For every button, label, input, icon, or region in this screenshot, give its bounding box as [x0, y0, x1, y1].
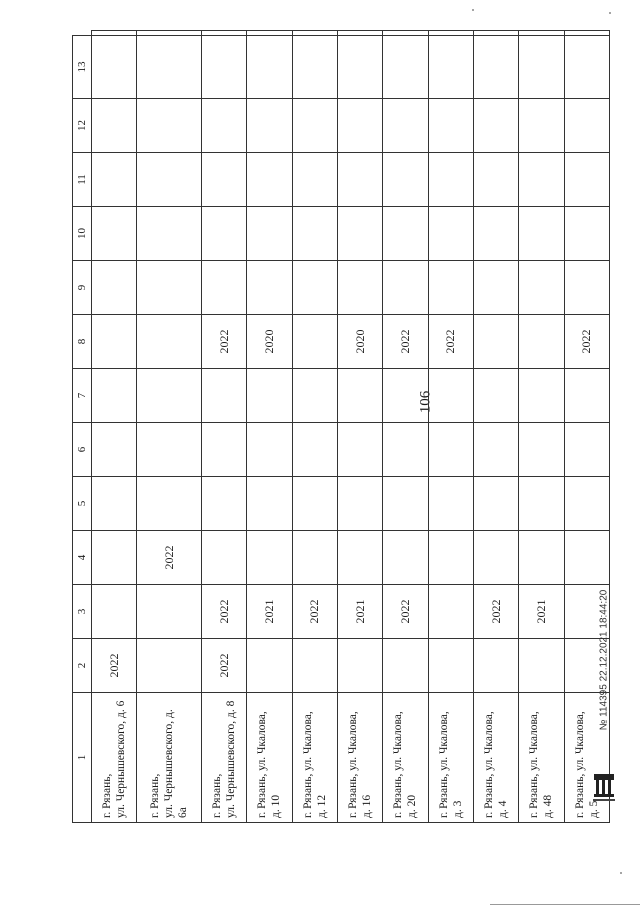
- year-cell: [201, 99, 246, 153]
- year-cell: [428, 423, 473, 477]
- year-cell: [473, 531, 518, 585]
- year-cell: [137, 153, 202, 207]
- year-cell: 2022: [383, 585, 428, 639]
- year-cell: [201, 36, 246, 99]
- year-cell: [292, 477, 337, 531]
- address-cell: [473, 693, 518, 823]
- column-header: 5: [73, 477, 92, 531]
- address-line: ул. Чернышевского, д. 8: [225, 700, 238, 818]
- year-cell: [137, 315, 202, 369]
- address-line: д. 3: [451, 800, 464, 818]
- column-header: 13: [73, 36, 92, 99]
- column-header: 9: [73, 261, 92, 315]
- address-line: г. Рязань, ул. Чкалова,: [301, 711, 314, 818]
- year-cell: [519, 639, 564, 693]
- year-cell: 2021: [247, 585, 292, 639]
- year-cell: [383, 639, 428, 693]
- table-row: [247, 31, 292, 823]
- year-cell: [428, 639, 473, 693]
- year-cell: 2021: [519, 585, 564, 639]
- table-row: [519, 31, 564, 823]
- year-cell: [201, 369, 246, 423]
- year-cell: [137, 639, 202, 693]
- year-cell: [137, 261, 202, 315]
- year-cell: [428, 531, 473, 585]
- year-cell: [292, 207, 337, 261]
- table-container: [72, 30, 610, 823]
- year-cell: [247, 207, 292, 261]
- year-cell: 2020: [247, 315, 292, 369]
- address-cell: [337, 693, 382, 823]
- year-cell: [519, 261, 564, 315]
- address-line: г. Рязань, ул. Чкалова,: [392, 711, 405, 818]
- address-cell: [137, 693, 202, 823]
- year-cell: 2022: [292, 585, 337, 639]
- year-cell: [564, 36, 609, 99]
- address-line: д. 4: [497, 800, 510, 818]
- year-cell: [247, 423, 292, 477]
- year-cell: [247, 477, 292, 531]
- year-cell: [292, 639, 337, 693]
- year-cell: [292, 31, 337, 36]
- year-cell: [383, 36, 428, 99]
- year-cell: 2022: [201, 585, 246, 639]
- column-header: 4: [73, 531, 92, 585]
- year-cell: 2022: [92, 639, 137, 693]
- address-cell: [92, 693, 137, 823]
- year-cell: [383, 207, 428, 261]
- year-cell: [92, 531, 137, 585]
- table-row: [428, 31, 473, 823]
- year-cell: [337, 477, 382, 531]
- year-cell: 2022: [137, 531, 202, 585]
- year-cell: [137, 31, 202, 36]
- year-cell: [473, 423, 518, 477]
- address-line: г. Рязань,: [149, 773, 162, 818]
- year-cell: [428, 99, 473, 153]
- year-cell: [92, 369, 137, 423]
- year-cell: [473, 369, 518, 423]
- year-cell: [383, 261, 428, 315]
- year-cell: [337, 31, 382, 36]
- scan-speck: [472, 9, 474, 11]
- year-cell: [428, 153, 473, 207]
- year-cell: 2021: [337, 585, 382, 639]
- year-cell: [292, 153, 337, 207]
- year-cell: [137, 207, 202, 261]
- document-logo-icon: [592, 770, 616, 804]
- year-cell: 2022: [564, 315, 609, 369]
- year-cell: [247, 99, 292, 153]
- address-line: г. Рязань, ул. Чкалова,: [437, 711, 450, 818]
- address-line: г. Рязань,: [101, 773, 114, 818]
- year-cell: [337, 207, 382, 261]
- year-cell: [473, 36, 518, 99]
- year-cell: [473, 477, 518, 531]
- year-cell: [519, 531, 564, 585]
- year-cell: [564, 207, 609, 261]
- year-cell: 2022: [473, 585, 518, 639]
- table-row: [473, 31, 518, 823]
- year-cell: [473, 99, 518, 153]
- scan-speck: [609, 12, 611, 14]
- address-cell: [519, 693, 564, 823]
- table-row: [201, 31, 246, 823]
- column-header: 6: [73, 423, 92, 477]
- year-cell: [564, 99, 609, 153]
- year-cell: [473, 261, 518, 315]
- address-cell: [201, 693, 246, 823]
- year-cell: [337, 99, 382, 153]
- year-cell: [137, 477, 202, 531]
- year-cell: [92, 477, 137, 531]
- address-line: г. Рязань, ул. Чкалова,: [528, 711, 541, 818]
- year-cell: [201, 531, 246, 585]
- year-cell: [564, 477, 609, 531]
- year-cell: [137, 423, 202, 477]
- column-header: 3: [73, 585, 92, 639]
- column-header: 10: [73, 207, 92, 261]
- year-cell: [519, 99, 564, 153]
- year-cell: [519, 315, 564, 369]
- column-header: 11: [73, 153, 92, 207]
- year-cell: [292, 261, 337, 315]
- year-cell: [428, 477, 473, 531]
- year-cell: [92, 261, 137, 315]
- year-cell: [201, 261, 246, 315]
- year-cell: [519, 477, 564, 531]
- year-cell: [428, 207, 473, 261]
- year-cell: [292, 99, 337, 153]
- year-cell: [201, 31, 246, 36]
- address-cell: [428, 693, 473, 823]
- year-cell: [383, 153, 428, 207]
- year-cell: [137, 99, 202, 153]
- year-cell: 2022: [428, 315, 473, 369]
- year-cell: [564, 423, 609, 477]
- address-line: г. Рязань,: [211, 773, 224, 818]
- data-table: [72, 30, 610, 823]
- column-header: 7: [73, 369, 92, 423]
- address-line: г. Рязань, ул. Чкалова,: [347, 711, 360, 818]
- year-cell: [564, 369, 609, 423]
- year-cell: [383, 477, 428, 531]
- year-cell: [92, 36, 137, 99]
- year-cell: [337, 369, 382, 423]
- year-cell: [428, 369, 473, 423]
- year-cell: [247, 531, 292, 585]
- year-cell: [137, 36, 202, 99]
- column-header: 12: [73, 99, 92, 153]
- year-cell: [519, 369, 564, 423]
- year-cell: [473, 315, 518, 369]
- year-cell: [428, 31, 473, 36]
- year-cell: [337, 153, 382, 207]
- year-cell: [92, 315, 137, 369]
- year-cell: [247, 31, 292, 36]
- year-cell: 2022: [383, 315, 428, 369]
- column-header: 8: [73, 315, 92, 369]
- address-line: д. 5: [587, 800, 600, 818]
- header-row: [73, 31, 92, 823]
- year-cell: [247, 153, 292, 207]
- address-line: ул. Чернышевского, д. 6: [115, 700, 128, 818]
- year-cell: [473, 639, 518, 693]
- year-cell: [137, 585, 202, 639]
- year-cell: [383, 31, 428, 36]
- year-cell: [519, 423, 564, 477]
- address-line: д. 12: [315, 794, 328, 818]
- address-line: г. Рязань, ул. Чкалова,: [573, 711, 586, 818]
- year-cell: [337, 423, 382, 477]
- scan-speck: [620, 872, 622, 874]
- year-cell: [519, 207, 564, 261]
- year-cell: [92, 99, 137, 153]
- year-cell: [292, 36, 337, 99]
- year-cell: [201, 153, 246, 207]
- address-line: д. 48: [542, 794, 555, 818]
- year-cell: [383, 369, 428, 423]
- year-cell: [564, 531, 609, 585]
- year-cell: [337, 639, 382, 693]
- year-cell: [92, 423, 137, 477]
- year-cell: [428, 36, 473, 99]
- year-cell: [428, 585, 473, 639]
- table-row: [92, 31, 137, 823]
- year-cell: [92, 31, 137, 36]
- address-line: г. Рязань, ул. Чкалова,: [256, 711, 269, 818]
- year-cell: [519, 153, 564, 207]
- year-cell: [564, 261, 609, 315]
- address-line: д. 16: [361, 794, 374, 818]
- address-line: д. 10: [270, 794, 283, 818]
- year-cell: [92, 585, 137, 639]
- year-cell: [473, 207, 518, 261]
- year-cell: [292, 315, 337, 369]
- document-stamp: № 114395 22.12.2021 18:44:20: [598, 589, 610, 731]
- year-cell: [428, 261, 473, 315]
- address-line: д. 20: [406, 794, 419, 818]
- year-cell: [247, 639, 292, 693]
- year-cell: [383, 423, 428, 477]
- year-cell: [292, 369, 337, 423]
- year-cell: [92, 207, 137, 261]
- year-cell: [564, 153, 609, 207]
- year-cell: [519, 31, 564, 36]
- table-row: [137, 31, 202, 823]
- page-number: 106: [417, 390, 434, 414]
- year-cell: [383, 99, 428, 153]
- year-cell: [292, 423, 337, 477]
- year-cell: 2020: [337, 315, 382, 369]
- year-cell: [247, 36, 292, 99]
- year-cell: [247, 261, 292, 315]
- year-cell: [292, 531, 337, 585]
- address-line: ул. Чернышевского, д. 6а: [163, 709, 190, 818]
- year-cell: [92, 153, 137, 207]
- year-cell: [473, 153, 518, 207]
- year-cell: [247, 369, 292, 423]
- year-cell: [564, 31, 609, 36]
- table-row: [383, 31, 428, 823]
- year-cell: [337, 36, 382, 99]
- address-cell: [247, 693, 292, 823]
- table-row: [292, 31, 337, 823]
- year-cell: [201, 207, 246, 261]
- year-cell: [137, 369, 202, 423]
- year-cell: [519, 36, 564, 99]
- table-row: [337, 31, 382, 823]
- address-cell: [383, 693, 428, 823]
- year-cell: 2022: [201, 639, 246, 693]
- column-header: 1: [73, 693, 92, 823]
- year-cell: [337, 531, 382, 585]
- column-header: 2: [73, 639, 92, 693]
- year-cell: [337, 261, 382, 315]
- year-cell: [201, 477, 246, 531]
- address-line: г. Рязань, ул. Чкалова,: [483, 711, 496, 818]
- year-cell: [201, 423, 246, 477]
- year-cell: [383, 531, 428, 585]
- year-cell: 2022: [201, 315, 246, 369]
- year-cell: [473, 31, 518, 36]
- address-cell: [292, 693, 337, 823]
